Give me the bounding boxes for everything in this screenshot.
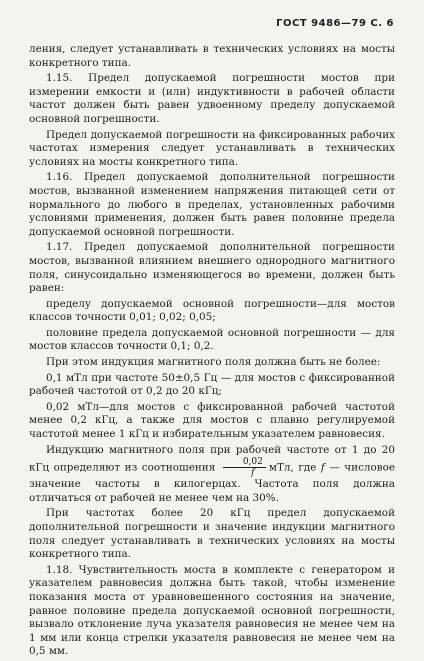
fraction-numerator: 0,02 bbox=[223, 457, 266, 468]
formula-unit: мТл, где bbox=[268, 461, 317, 474]
list-item: половине предела допускаемой основной погрешности — для мостов классов точности 0,1; 0,2. bbox=[29, 326, 395, 353]
paragraph: ления, следует устанавливать в технических условиях на мосты конкретного типа. bbox=[29, 43, 395, 69]
list-item: 0,02 мТл—для мостов с фиксированной рабочей частотой менее 0,2 кГц, а также для мостов с плавно регулируемой частотой менее 1 кГц и избирательным указателем равновесия. bbox=[29, 400, 395, 441]
formula-text-after: — числовое значение частоты в килогерцах. Частота поля должна отличаться от рабочей не менее чем на 30%. bbox=[29, 461, 395, 504]
list-item: 0,1 мТл при частоте 50±0,5 Гц — для мостов с фиксированной рабочей частотой от 0,2 до 20 кГц; bbox=[29, 371, 395, 398]
paragraph: При частотах более 20 кГц предел допускаемой дополнительной погрешности и значение индукции магнитного поля следует устанавливать в технических условиях на мосты конкретного типа. bbox=[29, 507, 395, 561]
clause-1-15: 1.15. Предел допускаемой погрешности мостов при измерении емкости и (или) индуктивности в рабочей области частот должен быть равен удвоенному пределу допускаемой основной погрешности. bbox=[29, 72, 395, 125]
formula-text-before: Индукцию магнитного поля при рабочей частоте от 1 до 20 кГц определяют из соотношения bbox=[29, 443, 395, 474]
paragraph: При этом индукция магнитного поля должна быть не более: bbox=[46, 356, 381, 369]
formula-paragraph bbox=[29, 444, 395, 506]
document-body bbox=[29, 43, 395, 661]
formula-variable: f bbox=[320, 461, 325, 474]
fraction bbox=[223, 457, 266, 478]
clause-1-17: 1.17. Предел допускаемой дополнительной погрешности мостов, вызванной влиянием внешнего однородного магнитного поля, синусоидально изменяющегося во времени, должен быть равен: bbox=[29, 241, 395, 295]
list-item: пределу допускаемой основной погрешности—для мостов классов точности 0,01; 0,02; 0,05; bbox=[29, 297, 395, 324]
paragraph: Предел допускаемой погрешности на фиксированных рабочих частотах измерения следует устанавливать в технических условиях на мосты конкретного типа. bbox=[29, 128, 395, 168]
clause-1-18: 1.18. Чувствительность моста в комплекте с генератором и указателем равновесия должна быть такой, чтобы изменение показания моста от уравновешенного состояния на значение, равное половине предела допускаемой основной погрешности, вызвало отклонение луча указателя равновесия не менее чем на 1 мм или конца стрелки указателя равновесия не менее чем на 0,5 мм. bbox=[29, 563, 395, 658]
clause-1-16: 1.16. Предел допускаемой дополнительной погрешности мостов, вызванной изменением напряжения питающей сети от нормального до любого в пределах, установленных рабочими условиями применения, должен быть равен половине предела допускаемой основной погрешности. bbox=[29, 171, 395, 238]
page-header: ГОСТ 9486—79 С. 6 bbox=[276, 18, 394, 29]
fraction-denominator: f bbox=[251, 468, 255, 479]
